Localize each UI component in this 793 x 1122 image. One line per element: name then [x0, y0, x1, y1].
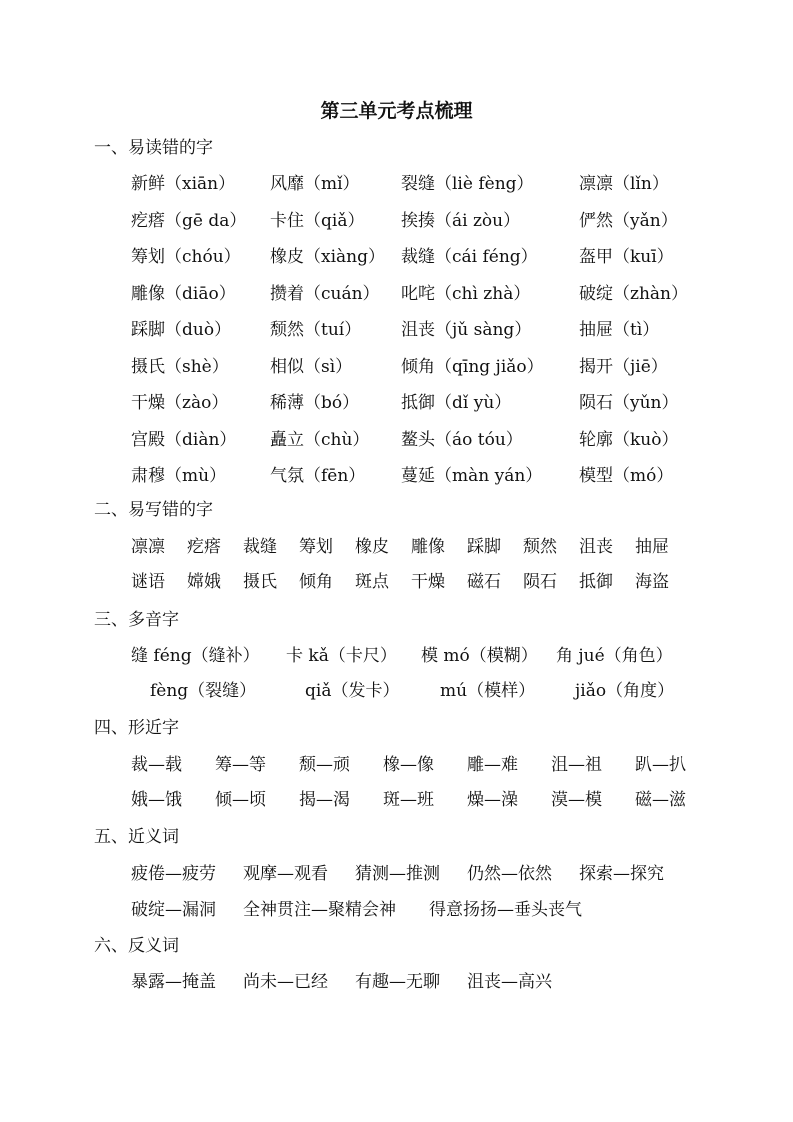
misread-word-item: 鳌头（áo tóu）	[401, 429, 523, 450]
miswritten-word-item: 凛凛	[131, 537, 165, 557]
section-heading-1: 一、易读错的字	[94, 138, 213, 158]
misread-word-item: 挨揍（ái zòu）	[401, 210, 521, 231]
misread-word-item: 轮廓（kuò）	[579, 429, 679, 450]
miswritten-word-item: 倾角	[299, 572, 333, 592]
miswritten-word-item: 雕像	[411, 537, 445, 557]
polyphone-item: jiǎo（角度）	[575, 681, 675, 701]
misread-word-item: 摄氏（shè）	[131, 356, 229, 377]
misread-word-item: 陨石（yǔn）	[579, 393, 679, 413]
misread-word-item: 抵御（dǐ yù）	[401, 393, 512, 413]
misread-word-item: 倾角（qīng jiǎo）	[401, 356, 544, 377]
misread-word-item: 筹划（chóu）	[131, 247, 241, 267]
antonym-pair-item: 暴露—掩盖	[131, 972, 216, 992]
similar-char-item: 橡—像	[383, 755, 434, 775]
polyphone-item: 卡 kǎ（卡尺）	[286, 646, 397, 666]
page-title: 第三单元考点梳理	[320, 100, 473, 122]
similar-char-item: 趴—扒	[635, 755, 686, 775]
misread-word-item: 叱咤（chì zhà）	[401, 283, 531, 304]
miswritten-word-item: 陨石	[523, 572, 557, 592]
misread-word-item: 抽屉（tì）	[579, 320, 660, 340]
synonym-pair: 观摩—观看	[243, 864, 328, 884]
misread-word-item: 疙瘩（gē da）	[131, 210, 247, 231]
misread-word-item: 新鲜（xiān）	[131, 174, 236, 194]
misread-word-item: 踩脚（duò）	[131, 320, 232, 340]
misread-word-item: 攒着（cuán）	[270, 283, 380, 304]
misread-word-item: 揭开（jiē）	[579, 356, 668, 377]
miswritten-word-item: 疙瘩	[187, 537, 221, 557]
similar-char-item: 磁—滋	[635, 790, 686, 810]
synonym-pair: 得意扬扬—垂头丧气	[429, 900, 582, 920]
misread-word-item: 盔甲（kuī）	[579, 247, 674, 267]
polyphone-item: 角 jué（角色）	[556, 646, 673, 666]
miswritten-word-item: 筹划	[299, 537, 333, 557]
similar-char-item: 沮—祖	[551, 755, 602, 775]
miswritten-word-item: 抽屉	[635, 537, 669, 557]
miswritten-word-item: 干燥	[411, 572, 445, 592]
miswritten-word-item: 磁石	[467, 572, 501, 592]
synonym-pair: 仍然—依然	[467, 864, 552, 884]
antonym-pair-item: 有趣—无聊	[355, 972, 440, 992]
misread-word-item: 破绽（zhàn）	[579, 283, 688, 304]
synonym-pair: 探索—探究	[579, 864, 664, 884]
misread-word-item: 模型（mó）	[579, 466, 674, 486]
miswritten-word-item: 踩脚	[467, 537, 501, 557]
miswritten-word-item: 嫦娥	[187, 572, 221, 592]
synonym-pair: 破绽—漏洞	[131, 900, 216, 920]
polyphone-item: mú（模样）	[440, 681, 536, 701]
similar-char-item: 燥—澡	[467, 790, 518, 810]
similar-char-item: 筹—等	[215, 755, 266, 775]
similar-char-item: 颓—顽	[299, 755, 350, 775]
synonym-pair: 疲倦—疲劳	[131, 864, 216, 884]
misread-word-item: 宫殿（diàn）	[131, 429, 237, 450]
misread-word-item: 凛凛（lǐn）	[579, 174, 669, 194]
polyphone-item: 模 mó（模糊）	[421, 646, 538, 666]
similar-char-item: 娥—饿	[131, 790, 182, 810]
misread-word-item: 裁缝（cái féng）	[401, 247, 538, 267]
misread-word-item: 裂缝（liè fèng）	[401, 174, 534, 194]
similar-char-item: 雕—难	[467, 755, 518, 775]
similar-char-item: 漠—模	[551, 790, 602, 810]
misread-word-item: 卡住（qiǎ）	[270, 210, 365, 231]
similar-char-item: 斑—班	[383, 790, 434, 810]
misread-word-item: 气氛（fēn）	[270, 466, 366, 486]
misread-word-item: 蔓延（màn yán）	[401, 466, 543, 486]
similar-char-item: 揭—渴	[299, 790, 350, 810]
miswritten-word-item: 裁缝	[243, 537, 277, 557]
miswritten-word-item: 抵御	[579, 572, 613, 592]
misread-word-item: 相似（sì）	[270, 356, 353, 377]
misread-word-item: 风靡（mǐ）	[270, 174, 360, 194]
synonym-pair: 猜测—推测	[355, 864, 440, 884]
misread-word-item: 干燥（zào）	[131, 393, 229, 413]
polyphone-item: 缝 féng（缝补）	[131, 646, 260, 666]
miswritten-word-item: 海盗	[635, 572, 669, 592]
section-heading-6: 六、反义词	[94, 936, 179, 956]
miswritten-word-item: 沮丧	[579, 537, 613, 557]
polyphone-item: qiǎ（发卡）	[305, 681, 400, 701]
misread-word-item: 稀薄（bó）	[270, 393, 360, 413]
similar-char-item: 裁—载	[131, 755, 182, 775]
miswritten-word-item: 摄氏	[243, 572, 277, 592]
misread-word-item: 俨然（yǎn）	[579, 210, 678, 231]
miswritten-word-item: 橡皮	[355, 537, 389, 557]
miswritten-word-item: 谜语	[131, 572, 165, 592]
misread-word-item: 矗立（chù）	[270, 429, 370, 450]
section-heading-4: 四、形近字	[94, 718, 179, 738]
similar-char-item: 倾—顷	[215, 790, 266, 810]
misread-word-item: 颓然（tuí）	[270, 320, 362, 340]
misread-word-item: 雕像（diāo）	[131, 283, 236, 304]
miswritten-word-item: 斑点	[355, 572, 389, 592]
synonym-pair: 全神贯注—聚精会神	[243, 900, 396, 920]
antonym-pair-item: 尚未—已经	[243, 972, 328, 992]
section-heading-2: 二、易写错的字	[94, 500, 213, 520]
section-heading-5: 五、近义词	[94, 827, 179, 847]
section-heading-3: 三、多音字	[94, 610, 179, 630]
polyphone-item: fèng（裂缝）	[150, 681, 257, 701]
misread-word-item: 橡皮（xiàng）	[270, 247, 385, 267]
misread-word-item: 沮丧（jǔ sàng）	[401, 320, 532, 340]
miswritten-word-item: 颓然	[523, 537, 557, 557]
misread-word-item: 肃穆（mù）	[131, 466, 227, 486]
antonym-pair-item: 沮丧—高兴	[467, 972, 552, 992]
